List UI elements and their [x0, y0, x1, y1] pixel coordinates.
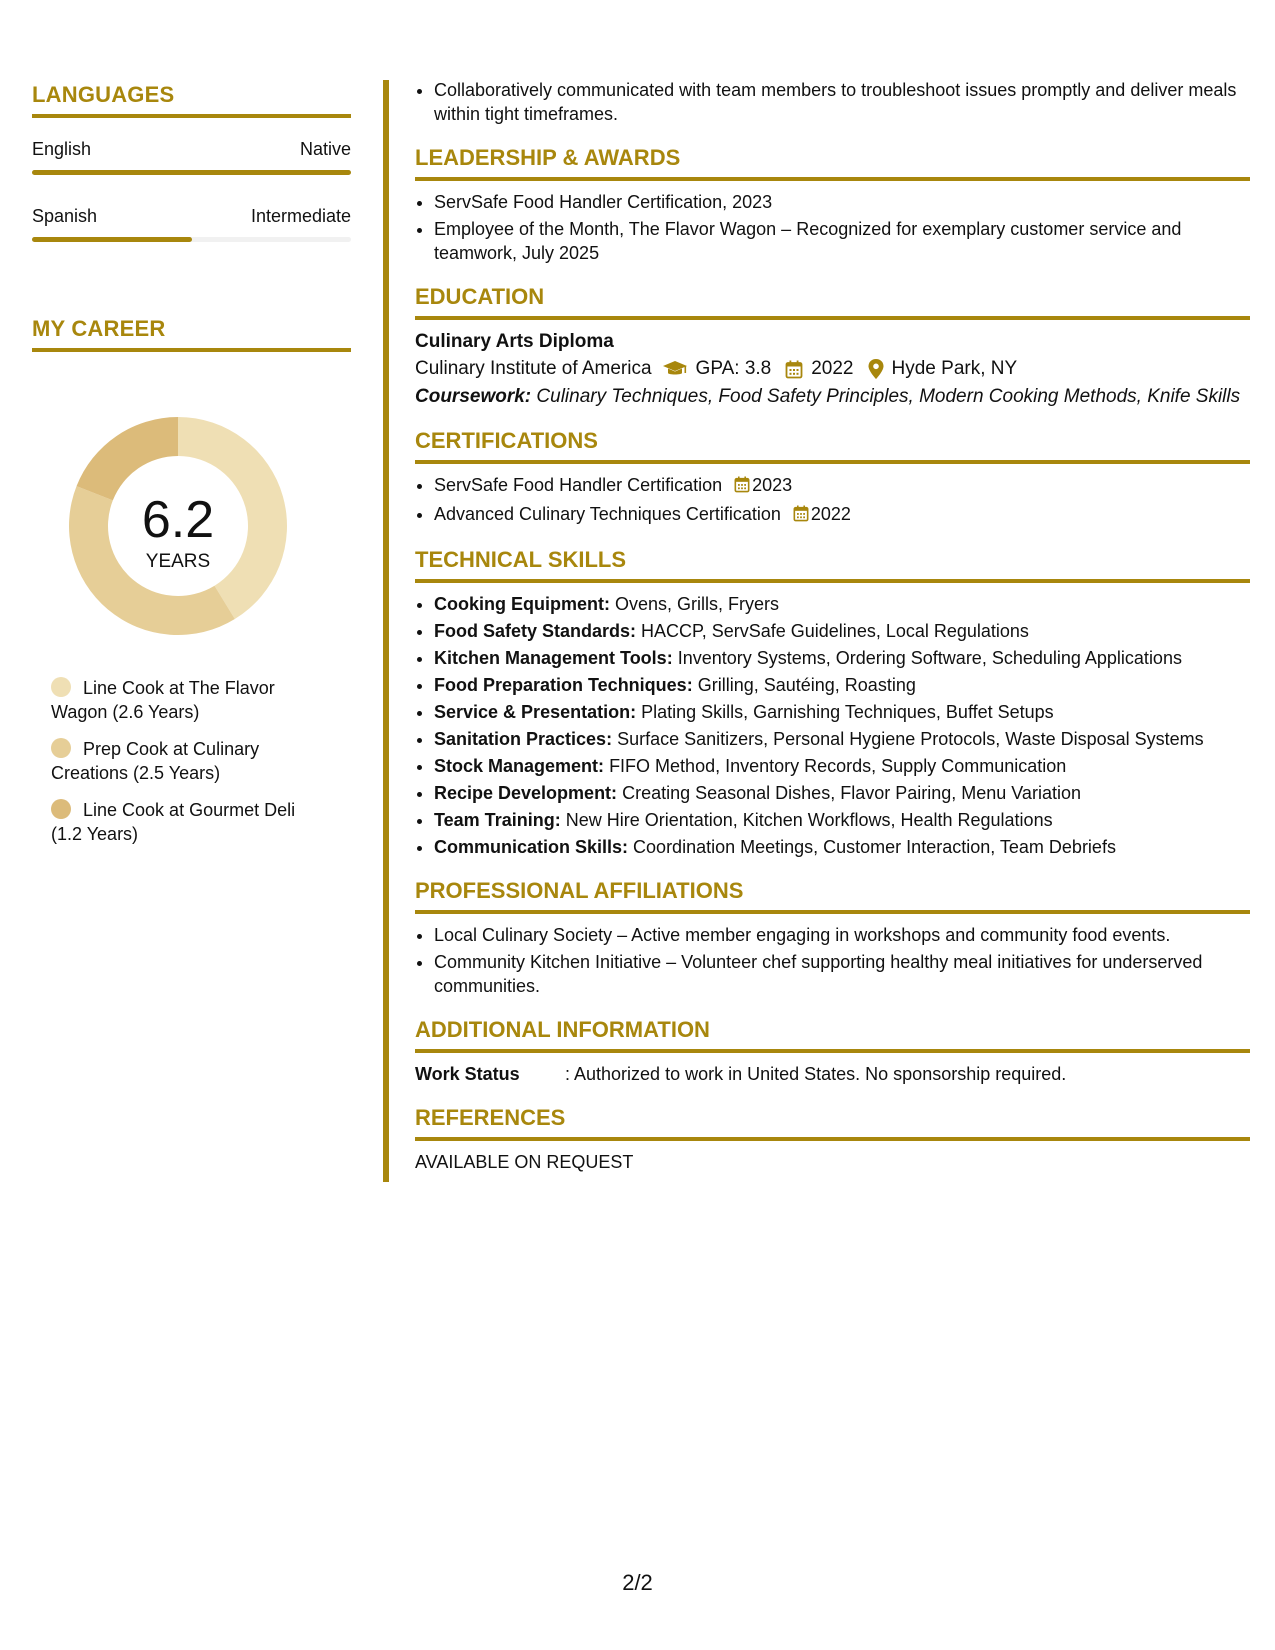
career-total-value: 6.2	[141, 491, 215, 549]
references-section	[415, 1105, 1250, 1174]
column-divider	[383, 80, 389, 1182]
career-legend-item	[51, 798, 321, 846]
legend-dot-icon	[51, 738, 71, 758]
legend-dot-icon	[51, 799, 71, 819]
affiliation-item: • Local Culinary Society – Active member engaging in workshops and community food events.	[434, 923, 1250, 947]
skill-label: Communication Skills:	[434, 837, 629, 857]
calendar-icon	[785, 360, 803, 379]
language-item	[32, 205, 351, 242]
work-status-value: : Authorized to work in United States. No sponsorship required.	[565, 1064, 1067, 1084]
language-level: Native	[299, 139, 351, 159]
coursework-text: Culinary Techniques, Food Safety Principles, Modern Cooking Methods, Knife Skills	[536, 386, 1241, 407]
career-legend-item	[51, 676, 321, 724]
skill-value: HACCP, ServSafe Guidelines, Local Regulations	[641, 621, 1029, 641]
skill-value: Inventory Systems, Ordering Software, Scheduling Applications	[677, 648, 1182, 668]
references-rule	[415, 1137, 1250, 1141]
skills-title: TECHNICAL SKILLS	[415, 547, 627, 572]
experience-bullets	[415, 78, 1250, 126]
education-coursework	[415, 385, 1250, 409]
certification-item	[434, 502, 1250, 528]
leadership-rule	[415, 177, 1250, 181]
additional-title: ADDITIONAL INFORMATION	[415, 1017, 710, 1042]
career-rule	[32, 348, 351, 352]
career-legend-label: Line Cook at Gourmet Deli (1.2 Years)	[51, 800, 296, 844]
skill-item	[434, 700, 1250, 724]
work-status-row	[415, 1062, 1250, 1086]
skill-item	[434, 835, 1250, 859]
calendar-icon	[793, 504, 809, 528]
skill-label: Recipe Development:	[434, 783, 618, 803]
coursework-label: Coursework:	[415, 386, 532, 407]
education-section	[415, 284, 1250, 409]
languages-rule	[32, 114, 351, 118]
skill-label: Food Preparation Techniques:	[434, 675, 693, 695]
education-title: EDUCATION	[415, 284, 545, 309]
education-year: 2022	[811, 358, 854, 379]
certifications-title: CERTIFICATIONS	[415, 428, 598, 453]
education-gpa: GPA: 3.8	[695, 358, 772, 379]
references-title: REFERENCES	[415, 1105, 566, 1130]
skill-value: Coordination Meetings, Customer Interaction, Team Debriefs	[633, 837, 1116, 857]
main-content	[415, 78, 1250, 1174]
certifications-section	[415, 428, 1250, 528]
language-proficiency-bar	[32, 170, 351, 175]
languages-section	[32, 82, 351, 242]
language-item	[32, 138, 351, 175]
languages-title: LANGUAGES	[32, 82, 175, 107]
skill-item	[434, 727, 1250, 751]
skill-label: Stock Management:	[434, 756, 605, 776]
certification-year: 2022	[810, 504, 851, 524]
education-school: Culinary Institute of America	[415, 358, 652, 379]
leadership-item: • Employee of the Month, The Flavor Wagon – Recognized for exemplary customer service and teamwork, July 2025	[434, 217, 1250, 265]
skill-value: Grilling, Sautéing, Roasting	[697, 675, 916, 695]
leadership-title: LEADERSHIP & AWARDS	[415, 145, 681, 170]
language-proficiency-fill	[32, 170, 351, 175]
education-location: Hyde Park, NY	[891, 358, 1018, 379]
skill-label: Kitchen Management Tools:	[434, 648, 673, 668]
career-donut-svg	[66, 414, 290, 638]
additional-rule	[415, 1049, 1250, 1053]
legend-dot-icon	[51, 677, 71, 697]
affiliations-section	[415, 878, 1250, 998]
certification-item	[434, 473, 1250, 499]
skill-item	[434, 619, 1250, 643]
leadership-item: • ServSafe Food Handler Certification, 2023	[434, 190, 1250, 214]
career-donut-chart	[66, 414, 290, 638]
skill-value: Ovens, Grills, Fryers	[615, 594, 780, 614]
skill-item	[434, 592, 1250, 616]
work-status-label: Work Status	[415, 1064, 520, 1084]
affiliation-item: • Community Kitchen Initiative – Volunteer chef supporting healthy meal initiatives for underserved communities.	[434, 950, 1250, 998]
certification-year: 2023	[752, 475, 793, 495]
language-level: Intermediate	[250, 206, 351, 226]
skill-value: New Hire Orientation, Kitchen Workflows, Health Regulations	[565, 810, 1053, 830]
career-donut-slice	[77, 417, 178, 500]
education-degree: Culinary Arts Diploma	[415, 331, 614, 352]
skill-label: Cooking Equipment:	[434, 594, 610, 614]
education-details	[415, 355, 1250, 383]
location-pin-icon	[868, 359, 884, 379]
skill-label: Food Safety Standards:	[434, 621, 637, 641]
certification-name: Advanced Culinary Techniques Certification	[434, 504, 781, 524]
skill-item	[434, 673, 1250, 697]
skills-rule	[415, 579, 1250, 583]
education-rule	[415, 316, 1250, 320]
skill-item	[434, 808, 1250, 832]
career-legend-item	[51, 737, 321, 785]
certifications-rule	[415, 460, 1250, 464]
skills-section	[415, 547, 1250, 859]
additional-section	[415, 1017, 1250, 1086]
sidebar	[32, 82, 351, 844]
skill-value: Surface Sanitizers, Personal Hygiene Protocols, Waste Disposal Systems	[617, 729, 1204, 749]
skill-item	[434, 781, 1250, 805]
affiliations-title: PROFESSIONAL AFFILIATIONS	[415, 878, 744, 903]
career-legend-label: Prep Cook at Culinary Creations (2.5 Years)	[51, 739, 260, 783]
skill-label: Service & Presentation:	[434, 702, 637, 722]
language-proficiency-fill	[32, 237, 192, 242]
certification-name: ServSafe Food Handler Certification	[434, 475, 723, 495]
career-legend-label: Line Cook at The Flavor Wagon (2.6 Years)	[51, 678, 275, 722]
calendar-icon	[734, 475, 750, 499]
career-legend	[51, 676, 321, 859]
skill-item	[434, 754, 1250, 778]
language-name: Spanish	[32, 206, 98, 226]
skill-value: Plating Skills, Garnishing Techniques, Buffet Setups	[641, 702, 1054, 722]
career-section	[32, 316, 351, 352]
skill-item	[434, 646, 1250, 670]
references-text: AVAILABLE ON REQUEST	[415, 1152, 634, 1172]
language-name: English	[32, 139, 92, 159]
skill-label: Sanitation Practices:	[434, 729, 613, 749]
skill-value: Creating Seasonal Dishes, Flavor Pairing, Menu Variation	[622, 783, 1081, 803]
career-title: MY CAREER	[32, 316, 166, 341]
career-total-unit: YEARS	[145, 551, 211, 572]
skill-value: FIFO Method, Inventory Records, Supply Communication	[609, 756, 1067, 776]
leadership-section	[415, 145, 1250, 265]
skill-label: Team Training:	[434, 810, 561, 830]
affiliations-rule	[415, 910, 1250, 914]
experience-bullet: • Collaboratively communicated with team members to troubleshoot issues promptly and deliver meals within tight timeframes.	[434, 78, 1250, 126]
graduation-cap-icon	[662, 360, 688, 378]
language-proficiency-bar	[32, 237, 351, 242]
page-number: 2/2	[622, 1570, 653, 1595]
